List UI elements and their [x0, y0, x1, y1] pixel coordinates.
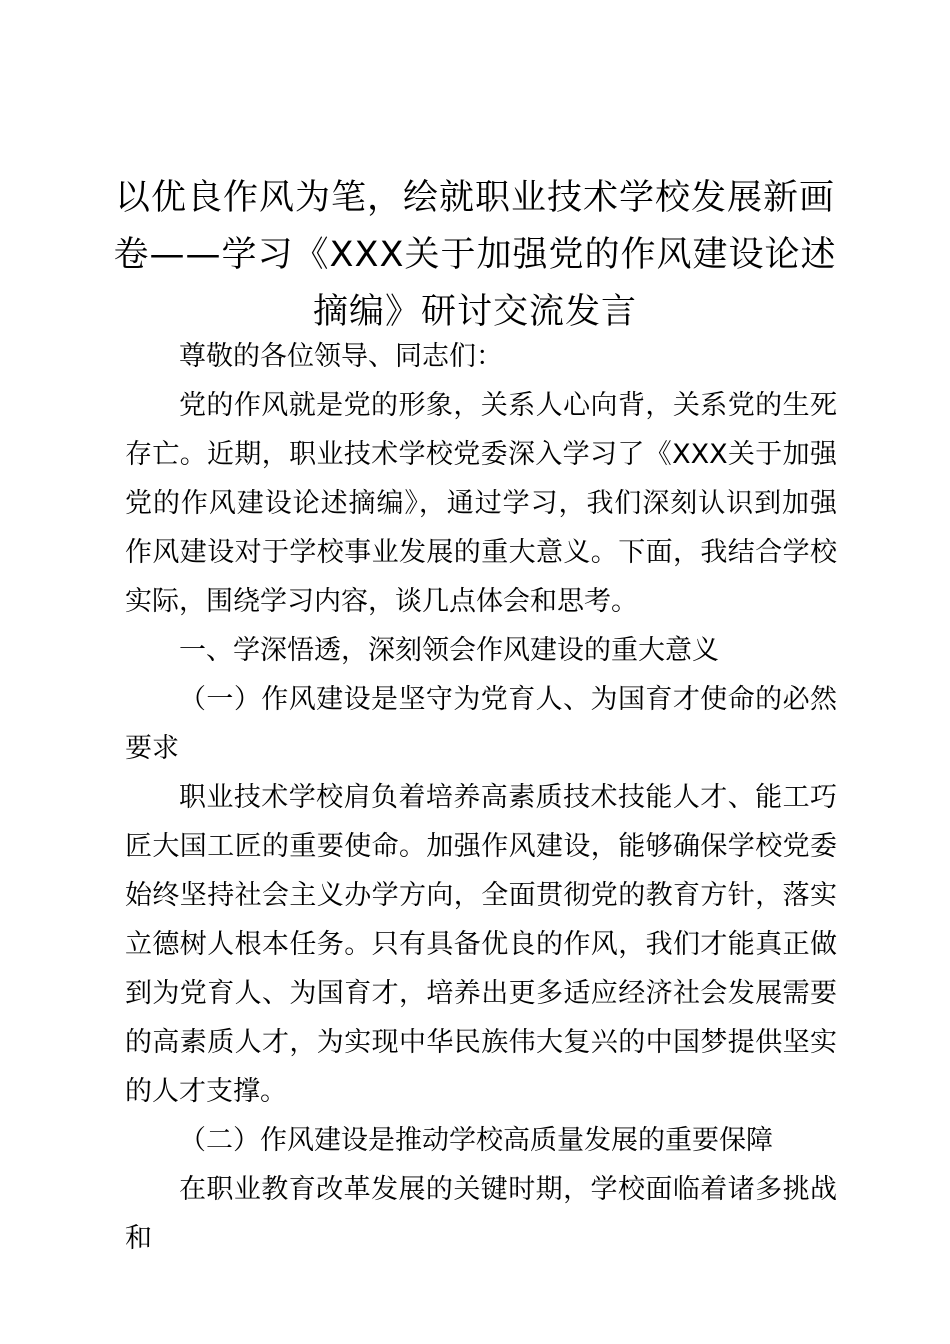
intro-paragraph: 党的作风就是党的形象，关系人心向背，关系党的生死存亡。近期，职业技术学校党委深入学习了《XXX关于加强党的作风建设论述摘编》，通过学习，我们深刻认识到加强作风建设对于学校事业发展的重大意义。下面，我结合学校实际，围绕学习内容，谈几点体会和思考。 [125, 390, 837, 617]
document-title: 以优良作风为笔，绘就职业技术学校发展新画卷——学习《XXX关于加强党的作风建设论述摘编》研讨交流发言 [113, 178, 837, 332]
subsection-1-paragraph: 职业技术学校肩负着培养高素质技术技能人才、能工巧匠大国工匠的重要使命。加强作风建设，能够确保学校党委始终坚持社会主义办学方向，全面贯彻党的教育方针，落实立德树人根本任务。只有具备优良的作风，我们才能真正做到为党育人、为国育才，培养出更多适应经济社会发展需要的高素质人才，为实现中华民族伟大复兴的中国梦提供坚实的人才支撑。 [125, 782, 837, 1107]
subsection-2-paragraph: 在职业教育改革发展的关键时期，学校面临着诸多挑战和 [125, 1174, 837, 1254]
subsection-2-heading: （二）作风建设是推动学校高质量发展的重要保障 [179, 1125, 773, 1156]
section-1-heading: 一、学深悟透，深刻领会作风建设的重大意义 [179, 635, 719, 666]
subsection-1-heading: （一）作风建设是坚守为党育人、为国育才使命的必然要求 [125, 684, 837, 764]
salutation: 尊敬的各位领导、同志们： [179, 341, 503, 372]
document-body [125, 332, 837, 1263]
